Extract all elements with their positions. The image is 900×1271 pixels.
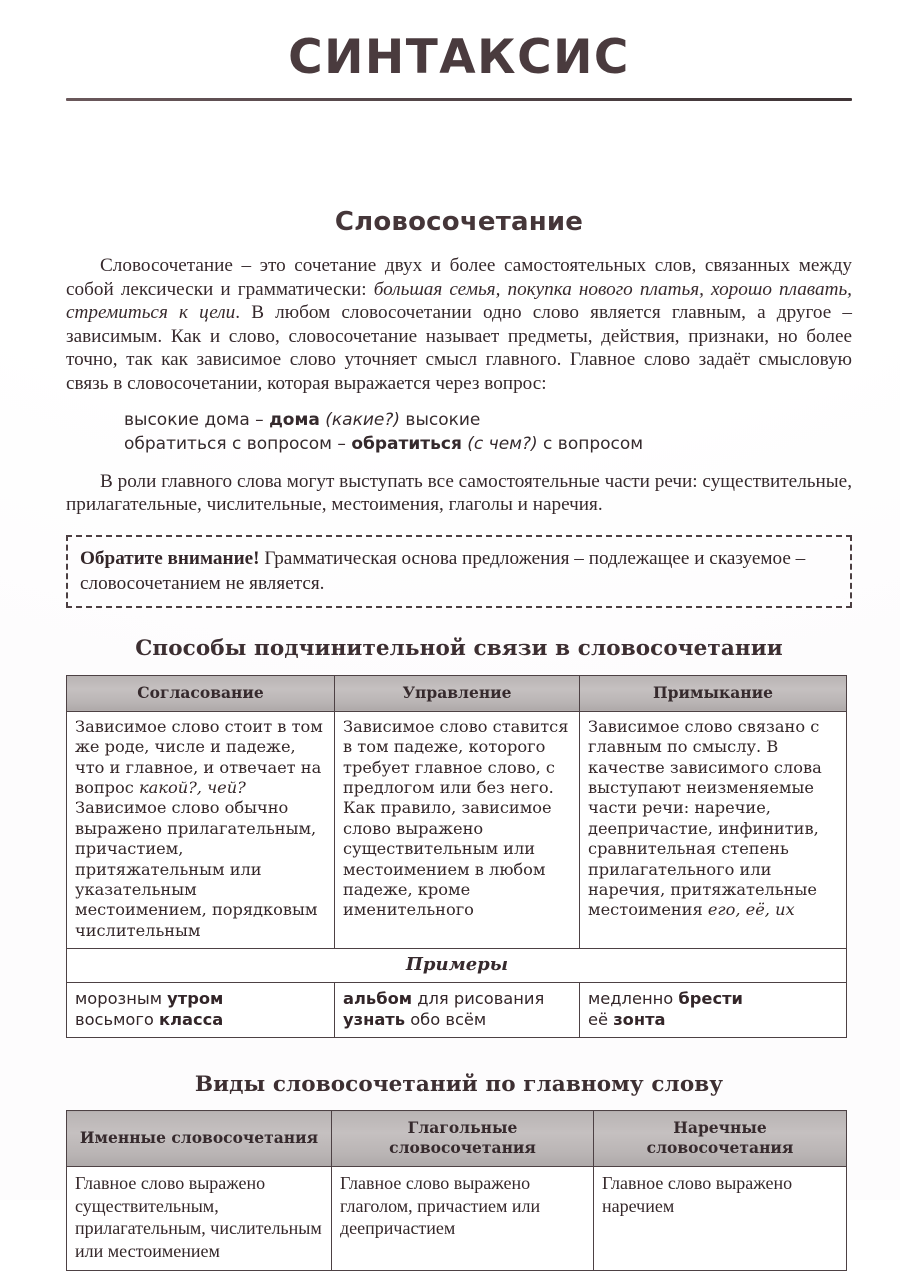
section-heading: Словосочетание bbox=[334, 207, 584, 237]
example-tail: для рисования bbox=[412, 989, 545, 1009]
main-word-paragraph: В роли главного слова могут выступать все самостоятельные части речи: существительные, прилагательные, числительные, местоимения, глаголы и наречия. bbox=[66, 470, 852, 516]
example-lead: восьмого bbox=[75, 1010, 160, 1030]
cell-text-italic: его, её, их bbox=[707, 900, 795, 920]
examples-label: Примеры bbox=[67, 949, 847, 983]
table-1-examples-soglasovanie bbox=[67, 983, 335, 1038]
intro-part-c: . В любом словосочетании одно слово является главным, а другое – зависимым. Как и слово, словосочетание называет предметы, действия, признаки, но более точно, так как зависимое слово уточняет смысл главного. Главное слово задаёт смысловую связь в словосочетании, которая выражается через вопрос: bbox=[66, 302, 852, 394]
table-2-cell-narechnye: Главное слово выражено наречием bbox=[594, 1167, 847, 1270]
table-2-cell-imennye: Главное слово выражено существительным, прилагательным, числительным или местоимением bbox=[67, 1167, 332, 1270]
example-question: (с чем?) bbox=[467, 433, 538, 454]
example-tail: обо всём bbox=[405, 1010, 487, 1030]
cell-text-a: Зависимое слово связано с главным по смыслу. В качестве зависимого слова выступают неизменяемые части речи: наречие, деепричастие, инфинитив, сравнительная степень прилагательного или наречия, притяжательные местоимения bbox=[588, 716, 822, 920]
example-bold: класса bbox=[159, 1010, 224, 1030]
attention-text: Грамматическая основа предложения – подлежащее и сказуемое – словосочетанием не является. bbox=[80, 547, 806, 594]
table-header-row bbox=[67, 1111, 847, 1167]
example-line bbox=[343, 1009, 572, 1030]
table-1-examples-primykanie bbox=[580, 983, 847, 1038]
cell-text-italic: какой?, чей? bbox=[138, 777, 246, 797]
table-1-cell-soglasovanie bbox=[67, 711, 335, 948]
example-lead: высокие дома – bbox=[124, 409, 270, 430]
question-example-row bbox=[124, 432, 852, 456]
page-content bbox=[66, 0, 852, 1271]
page-title: СИНТАКСИС bbox=[288, 30, 630, 85]
question-example-row bbox=[124, 408, 852, 432]
example-lead: обратиться с вопросом – bbox=[124, 433, 352, 454]
intro-paragraph bbox=[66, 254, 852, 396]
intro-examples-italic: большая семья, покупка нового платья, хорошо плавать, стремиться к цели bbox=[66, 278, 852, 324]
example-line bbox=[588, 1009, 839, 1030]
subordination-types-table bbox=[66, 675, 847, 1038]
table-row bbox=[67, 711, 847, 948]
example-line bbox=[75, 1009, 327, 1030]
attention-label: Обратите внимание! bbox=[80, 547, 260, 569]
table-2-heading: Виды словосочетаний по главному слову bbox=[194, 1072, 724, 1098]
example-lead: морозным bbox=[75, 989, 168, 1009]
question-examples-list bbox=[124, 408, 852, 456]
table-header-row bbox=[67, 675, 847, 711]
example-line bbox=[588, 988, 839, 1009]
example-tail: высокие bbox=[400, 409, 481, 430]
example-main-word: дома bbox=[269, 409, 320, 430]
cell-text-b: Зависимое слово обычно выражено прилагательным, причастием, притяжательным или указательным местоимением, порядковым числительным bbox=[75, 798, 318, 940]
table-1-cell-upravlenie: Зависимое слово ставится в том падеже, которого требует главное слово, с предлогом или без него. Как правило, зависимое слово выражено существительным или местоимением в любом падеже, кроме именительного bbox=[335, 711, 580, 948]
table-2-header-glagolnye: Глагольные словосочетания bbox=[332, 1111, 594, 1167]
intro-part-a: Словосочетание – это сочетание двух и более самостоятельных слов, связанных между собой лексически и грамматически: bbox=[66, 255, 852, 300]
table-1-header-primykanie: Примыкание bbox=[580, 675, 847, 711]
example-bold: узнать bbox=[343, 1010, 406, 1030]
example-bold: альбом bbox=[343, 989, 413, 1009]
table-1-cell-primykanie bbox=[580, 711, 847, 948]
table-2-header-imennye: Именные словосочетания bbox=[67, 1111, 332, 1167]
table-1-examples-upravlenie bbox=[335, 983, 580, 1038]
table-2-header-narechnye: Наречные словосочетания bbox=[594, 1111, 847, 1167]
table-1-heading: Способы подчинительной связи в словосочетании bbox=[135, 635, 783, 661]
example-lead: медленно bbox=[588, 989, 679, 1009]
attention-note-box bbox=[66, 535, 852, 608]
phrase-types-table bbox=[66, 1110, 847, 1270]
table-2-cell-glagolnye: Главное слово выражено глаголом, причастием или деепричастием bbox=[332, 1167, 594, 1270]
example-lead: её bbox=[588, 1010, 614, 1030]
example-question: (какие?) bbox=[325, 409, 401, 430]
table-examples-row bbox=[67, 983, 847, 1038]
table-1-header-upravlenie: Управление bbox=[335, 675, 580, 711]
example-bold: брести bbox=[678, 989, 743, 1009]
cell-text-a: Зависимое слово стоит в том же роде, числе и падеже, что и главное, и отвечает на вопрос bbox=[75, 716, 323, 797]
example-tail: с вопросом bbox=[537, 433, 644, 454]
table-row bbox=[67, 1167, 847, 1270]
example-line bbox=[343, 988, 572, 1009]
table-examples-label-row bbox=[67, 949, 847, 983]
table-1-header-soglasovanie: Согласование bbox=[67, 675, 335, 711]
example-bold: утром bbox=[167, 989, 224, 1009]
example-main-word: обратиться bbox=[351, 433, 462, 454]
example-bold: зонта bbox=[613, 1010, 666, 1030]
example-line bbox=[75, 988, 327, 1009]
